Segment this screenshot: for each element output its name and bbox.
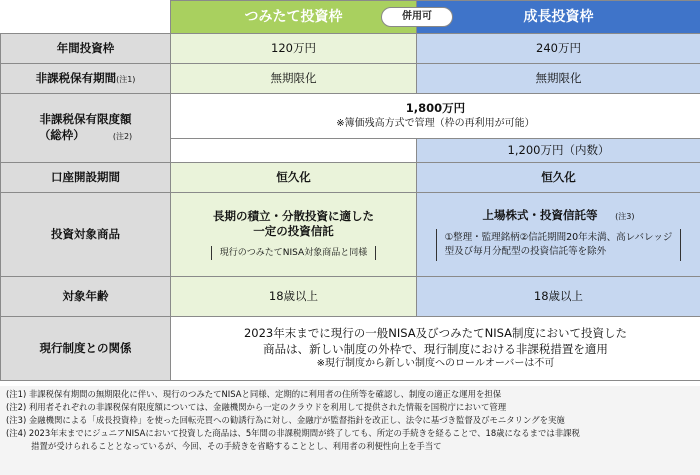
row-account <box>1 163 700 193</box>
limit-total-note: ※簿価残高方式で管理（枠の再利用が可能） <box>336 118 535 129</box>
annual-seicho: 240万円 <box>417 34 700 64</box>
products-seicho-main-wrap <box>417 208 700 224</box>
account-seicho: 恒久化 <box>417 163 700 193</box>
header-seicho: 成長投資枠 <box>417 1 700 34</box>
label-period <box>1 64 171 94</box>
row-annual <box>1 34 700 64</box>
label-period-note: (注1) <box>116 74 136 84</box>
footnote-4-cont: 措置が受けられることとなっているが、今回、その手続きを省略することとし、利用者の利便性向上を手当て <box>6 441 442 451</box>
label-relation: 現行制度との関係 <box>1 317 171 381</box>
products-tsumitate-line2: 一定の投資信託 <box>253 224 334 239</box>
row-limit-total <box>1 94 700 139</box>
label-age: 対象年齢 <box>1 277 171 317</box>
footnote-1: (注1) 非課税保有期間の無期限化に伴い、現行のつみたてNISAと同様、定期的に利用者の住所等を確認し、制度の適正な運用を担保 <box>6 389 502 399</box>
label-limit-total: （総枠） <box>38 128 85 142</box>
row-age <box>1 277 700 317</box>
products-tsumitate-line1: 長期の積立・分散投資に適した <box>213 208 374 223</box>
account-tsumitate: 恒久化 <box>171 163 417 193</box>
footnotes <box>0 386 700 475</box>
relation-line3: ※現行制度から新しい制度へのロールオーバーは不可 <box>316 358 555 370</box>
label-limit-line2 <box>1 128 170 144</box>
row-period <box>1 64 700 94</box>
relation-line2: 商品は、新しい制度の外枠で、現行制度における非課税措置を適用 <box>263 341 608 356</box>
label-limit-line1: 非課税保有限度額 <box>39 112 132 127</box>
limit-tsumitate-blank <box>171 139 417 163</box>
row-products <box>1 193 700 277</box>
limit-total-value: 1,800万円 <box>405 101 466 116</box>
annual-tsumitate: 120万円 <box>171 34 417 64</box>
footnote-2: (注2) 利用者それぞれの非課税保有限度額については、金融機関から一定のクラウドを利用して提供された情報を国税庁において管理 <box>6 402 507 412</box>
label-account: 口座開設期間 <box>1 163 171 193</box>
age-tsumitate: 18歳以上 <box>171 277 417 317</box>
relation-line1: 2023年末までに現行の一般NISA及びつみたてNISA制度において投資した <box>243 326 627 341</box>
age-seicho: 18歳以上 <box>417 277 700 317</box>
products-tsumitate <box>171 193 417 277</box>
heiyou-badge: 併用可 <box>381 7 453 27</box>
footnote-3: (注3) 金融機関による「成長投資枠」を使った回転売買への勧誘行為に対し、金融庁が監督指針を改正し、法令に基づき監督及びモニタリングを実施 <box>6 415 565 425</box>
label-period-text: 非課税保有期間 <box>35 70 117 85</box>
limit-total-cell <box>171 94 700 139</box>
period-tsumitate: 無期限化 <box>171 64 417 94</box>
products-seicho-note: (注3) <box>615 211 635 221</box>
products-tsumitate-bracket: 現行のつみたてNISA対象商品と同様 <box>211 246 376 260</box>
header-blank <box>1 1 171 34</box>
products-seicho-exclusions <box>436 229 682 261</box>
products-seicho-main: 上場株式・投資信託等 <box>482 207 598 222</box>
footnote-4: (注4) 2023年末までにジュニアNISAにおいて投資した商品は、5年間の非課税期間が終了しても、所定の手続きを経ることで、18歳になるまでは非課税 <box>6 428 580 438</box>
products-seicho <box>417 193 700 277</box>
products-seicho-exclusion-2: 型及び毎月分配型の投資信託等を除外 <box>444 246 607 258</box>
products-seicho-exclusion-1: ①整理・監理銘柄②信託期間20年未満、高レバレッジ <box>444 232 673 244</box>
label-annual: 年間投資枠 <box>1 34 171 64</box>
limit-seicho-part: 1,200万円（内数） <box>417 139 700 163</box>
period-seicho: 無期限化 <box>417 64 700 94</box>
label-limit-note: (注2) <box>112 132 133 141</box>
row-relation <box>1 317 700 381</box>
relation-cell <box>171 317 700 381</box>
label-limit <box>1 94 171 163</box>
header-row <box>1 1 700 34</box>
label-products: 投資対象商品 <box>1 193 171 277</box>
header-tsumitate: つみたて投資枠 <box>171 1 417 34</box>
